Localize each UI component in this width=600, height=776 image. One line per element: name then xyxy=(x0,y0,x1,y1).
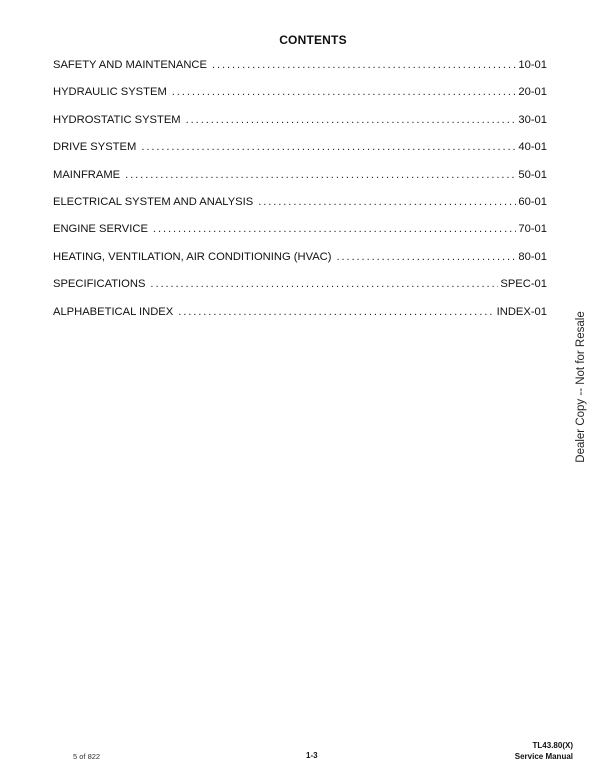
toc-entry-drive-system[interactable] xyxy=(53,141,547,168)
toc-entry-safety-maintenance[interactable] xyxy=(53,59,547,86)
manual-type: Service Manual xyxy=(514,751,573,761)
toc-entry-alphabetical-index[interactable] xyxy=(53,306,547,333)
toc-entry-label: ENGINE SERVICE xyxy=(53,223,148,236)
toc-entry-page: 70-01 xyxy=(518,223,547,236)
toc-entry-hydraulic-system[interactable] xyxy=(53,86,547,113)
toc-entry-page: 80-01 xyxy=(518,250,547,263)
toc-entry-mainframe[interactable] xyxy=(53,169,547,196)
toc-leader-dots xyxy=(212,59,516,71)
pdf-page-counter: 5 of 822 xyxy=(73,752,101,761)
toc-entry-electrical-system[interactable] xyxy=(53,196,547,223)
toc-leader-dots xyxy=(150,278,498,290)
toc-entry-label: MAINFRAME xyxy=(53,168,121,181)
toc-entry-page: INDEX-01 xyxy=(496,305,547,318)
toc-entry-label: SAFETY AND MAINTENANCE xyxy=(53,59,207,71)
toc-leader-dots xyxy=(178,306,494,318)
model-number: TL43.80(X) xyxy=(532,741,573,750)
toc-entry-label: HYDROSTATIC SYSTEM xyxy=(53,113,181,126)
toc-entry-page: 40-01 xyxy=(518,141,547,154)
toc-leader-dots xyxy=(172,86,517,98)
toc-entry-label: HEATING, VENTILATION, AIR CONDITIONING (HVAC) xyxy=(53,250,332,263)
page-number: 1-3 xyxy=(306,751,318,760)
toc-entry-label: DRIVE SYSTEM xyxy=(53,141,137,154)
toc-leader-dots xyxy=(125,169,516,181)
dealer-copy-side-note: Dealer Copy -- Not for Resale xyxy=(575,311,587,463)
toc-leader-dots xyxy=(258,196,516,208)
toc-entry-page: SPEC-01 xyxy=(500,278,547,291)
page-title: CONTENTS xyxy=(279,33,347,47)
toc-entry-engine-service[interactable] xyxy=(53,223,547,250)
toc-leader-dots xyxy=(141,141,516,153)
toc-leader-dots xyxy=(153,223,516,235)
toc-entry-label: ALPHABETICAL INDEX xyxy=(53,305,174,318)
manual-identifier xyxy=(515,741,573,762)
toc-entry-page: 50-01 xyxy=(518,168,547,181)
toc-leader-dots xyxy=(186,114,517,126)
toc-leader-dots xyxy=(336,251,516,263)
toc-entry-page: 10-01 xyxy=(518,59,547,71)
toc-entry-hydrostatic-system[interactable] xyxy=(53,114,547,141)
toc-entry-label: HYDRAULIC SYSTEM xyxy=(53,86,167,99)
toc-entry-page: 30-01 xyxy=(518,113,547,126)
toc-entry-page: 20-01 xyxy=(518,86,547,99)
table-of-contents xyxy=(53,59,547,333)
toc-entry-label: ELECTRICAL SYSTEM AND ANALYSIS xyxy=(53,195,254,208)
toc-entry-page: 60-01 xyxy=(518,195,547,208)
toc-entry-specifications[interactable] xyxy=(53,278,547,305)
toc-entry-hvac[interactable] xyxy=(53,251,547,278)
toc-entry-label: SPECIFICATIONS xyxy=(53,278,146,291)
